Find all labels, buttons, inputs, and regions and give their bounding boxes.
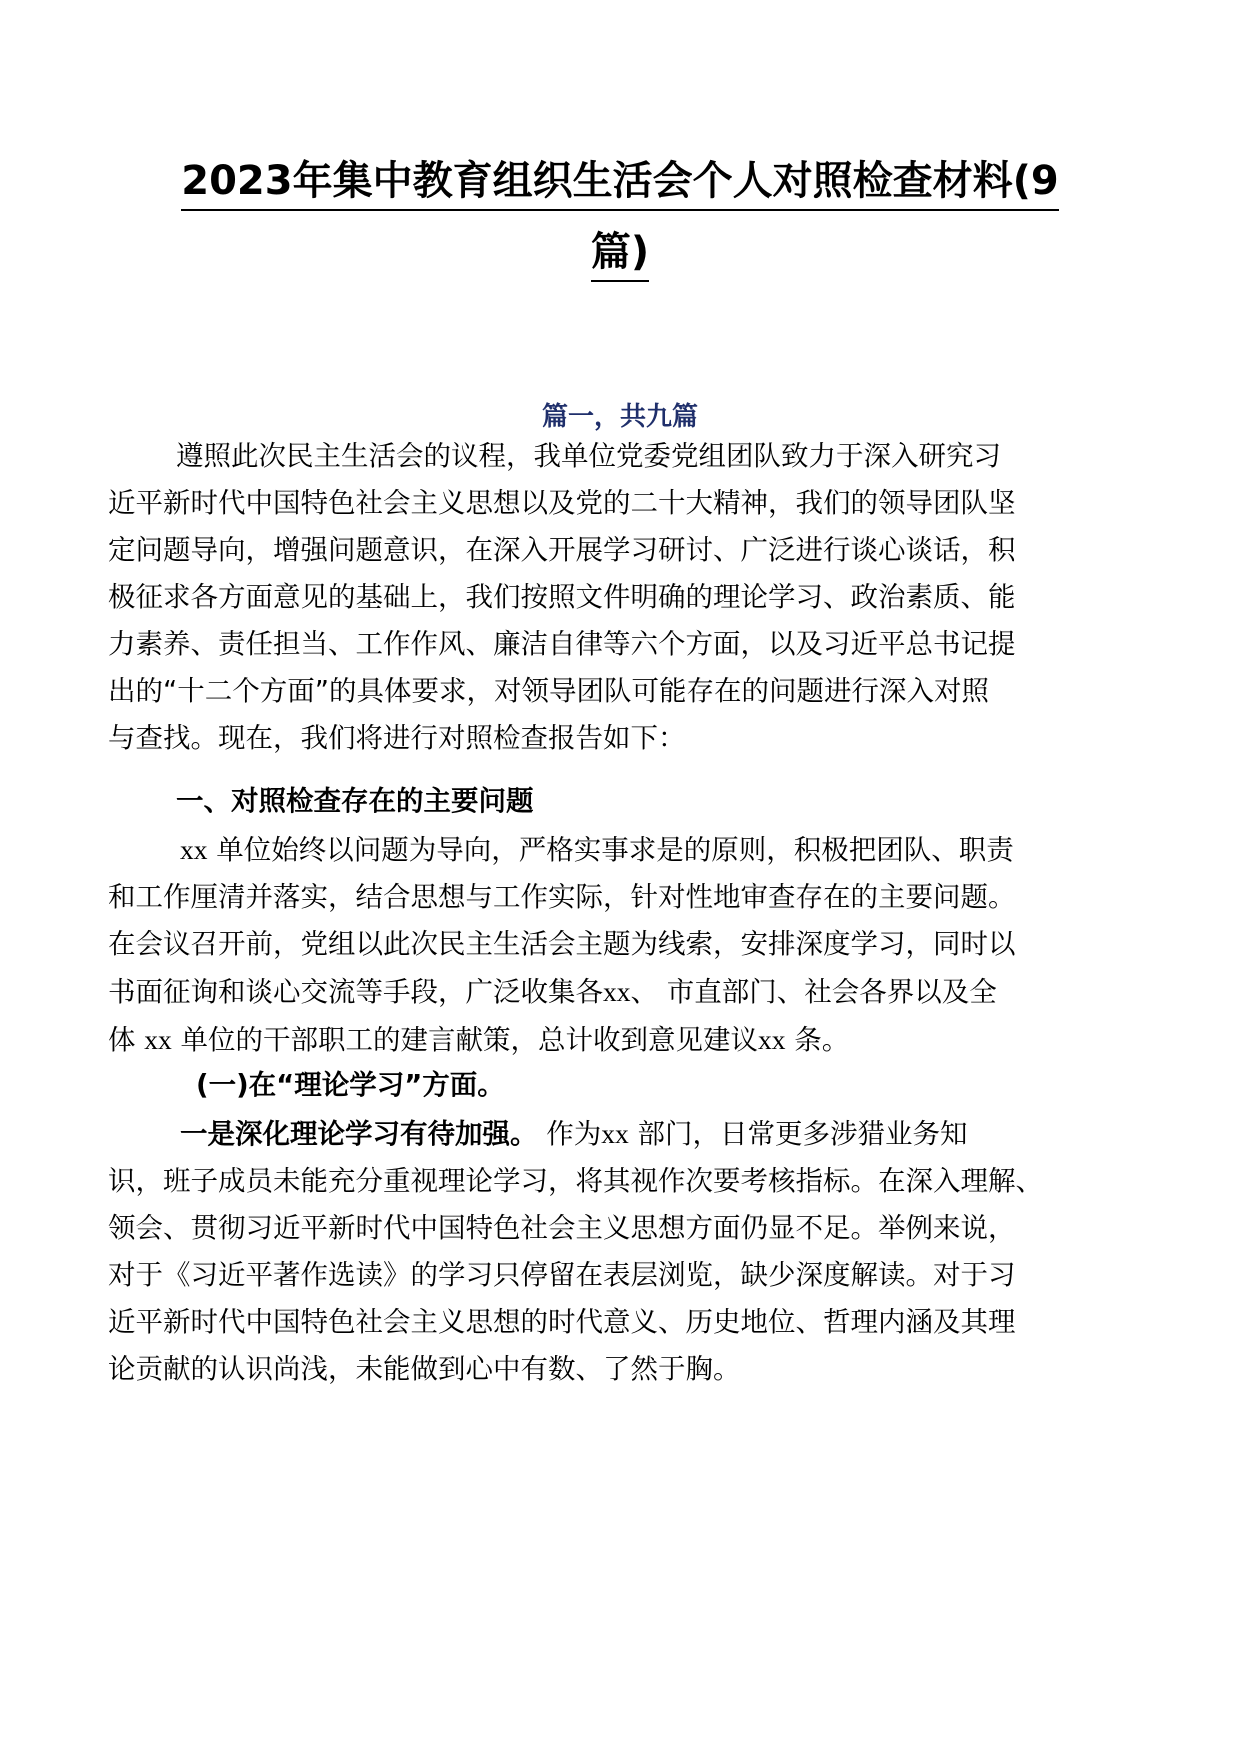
theory-line: 论贡献的认识尚浅，未能做到心中有数、了然于胸。 [108, 1353, 741, 1385]
unit-paragraph [108, 826, 1138, 1064]
intro-line: 近平新时代中国特色社会主义思想以及党的二十大精神，我们的领导团队坚 [108, 487, 1016, 519]
heading-text: 一、对照检查存在的主要问题 [176, 785, 534, 817]
document-title-line-2 [110, 226, 1130, 282]
placeholder-xx: xx [758, 1024, 786, 1055]
unit-line [108, 1016, 1138, 1064]
line-text: 条。 [785, 1024, 850, 1056]
theory-line: 近平新时代中国特色社会主义思想的时代意义、历史地位、哲理内涵及其理 [108, 1306, 1016, 1338]
placeholder-xx: xx [601, 1118, 629, 1149]
document-title-line-1 [110, 155, 1130, 211]
placeholder-xx: xx [603, 976, 631, 1007]
intro-line: 出的“十二个方面”的具体要求，对领导团队可能存在的问题进行深入对照 [108, 675, 989, 707]
line-text: 作为 [537, 1118, 602, 1150]
heading-text: (一)在“理论学习”方面。 [196, 1069, 505, 1101]
theory-line: 对于《习近平著作选读》的学习只停留在表层浏览，缺少深度解读。对于习 [108, 1259, 1016, 1291]
theory-line: 领会、贯彻习近平新时代中国特色社会主义思想方面仍显不足。举例来说， [108, 1212, 1016, 1244]
line-text: 单位始终以问题为导向，严格实事求是的原则，积极把团队、职责 [207, 834, 1014, 866]
unit-line: 和工作厘清并落实，结合思想与工作实际，针对性地审查存在的主要问题。 [108, 881, 1016, 913]
intro-line: 力素养、责任担当、工作作风、廉洁自律等六个方面，以及习近平总书记提 [108, 628, 1016, 660]
intro-line: 定问题导向，增强问题意识，在深入开展学习研讨、广泛进行谈心谈话，积 [108, 534, 1016, 566]
intro-line: 遵照此次民主生活会的议程，我单位党委党组团队致力于深入研究习 [176, 440, 1001, 472]
theory-line [108, 1110, 1138, 1158]
title-text-1: 2023年集中教育组织生活会个人对照检查材料(9 [181, 155, 1058, 211]
unit-line [108, 968, 1138, 1016]
placeholder-xx: xx [180, 834, 208, 865]
line-text: 体 [108, 1024, 145, 1056]
heading-main-problems [108, 778, 1138, 825]
section-subtitle: 篇一，共九篇 [541, 402, 698, 432]
placeholder-xx: xx [144, 1024, 172, 1055]
intro-paragraph [108, 433, 1138, 762]
line-text: 单位的干部职工的建言献策，总计收到意见建议 [171, 1024, 758, 1056]
line-text: 书面征询和谈心交流等手段，广泛收集各 [108, 976, 603, 1008]
line-text: 部门，日常更多涉猎业务知 [628, 1118, 968, 1150]
theory-line: 识，班子成员未能充分重视理论学习，将其视作次要考核指标。在深入理解、 [108, 1165, 1043, 1197]
theory-paragraph [108, 1110, 1138, 1393]
intro-line: 极征求各方面意见的基础上，我们按照文件明确的理论学习、政治素质、能 [108, 581, 1016, 613]
heading-theory-study [108, 1062, 1138, 1109]
unit-line [108, 826, 1138, 874]
intro-line: 与查找。现在，我们将进行对照检查报告如下： [108, 722, 686, 754]
unit-line: 在会议召开前，党组以此次民主生活会主题为线索，安排深度学习，同时以 [108, 928, 1016, 960]
lead-bold-text: 一是深化理论学习有待加强。 [180, 1118, 538, 1150]
line-text: 、 市直部门、社会各界以及全 [630, 976, 997, 1008]
title-text-2: 篇) [591, 226, 649, 282]
